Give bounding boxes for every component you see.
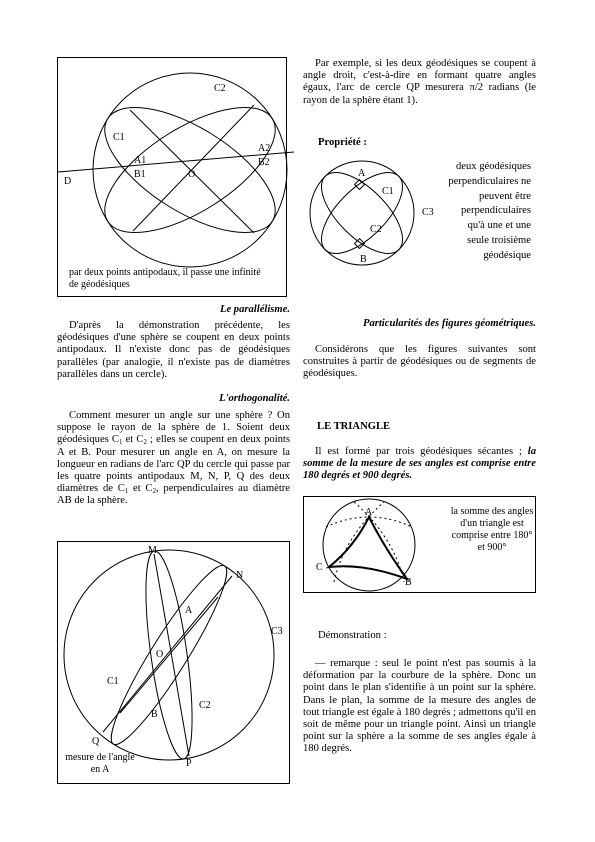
figure-triangle [303, 496, 536, 593]
figure-angle-measure [57, 541, 290, 784]
label-c1-fig3: C1 [382, 186, 394, 197]
label-a-fig4: A [365, 507, 373, 518]
label-c1-fig2: C1 [107, 676, 119, 687]
remark-text: — remarque : seul le point n'est pas soumis à la déformation par la courbure de la sphère. Donc un point dans le plan s'identifie à un point sur la sphère. Dans le plan, la somme de la mesure des angles de tout triangle est égale à 180 degrés ; admettons qu'il en soit de même pour un triangle point. Ainsi un triangle point sur la sphère a la somme de ses angles égale à 180 degrés. [303, 658, 536, 755]
label-b1: B1 [134, 169, 146, 180]
example-text: Par exemple, si les deux géodésiques se coupent à angle droit, c'est-à-dire en formant quatre angles égaux, l'arc de cercle QP mesurera π/2 radians (le rayon de la sphère étant 1). [303, 58, 536, 106]
label-c2-fig2: C2 [199, 700, 211, 711]
ortho-text-4: et C [128, 483, 153, 495]
label-b-fig4: B [405, 577, 412, 588]
diameter-nq [103, 576, 232, 732]
label-a2: A2 [258, 143, 271, 154]
label-c3-fig2: C3 [271, 626, 283, 637]
diameter-ab [120, 597, 218, 713]
label-m: M [148, 545, 157, 556]
ortho-text-5: , perpendiculaires au diamètre AB de la sphère. [57, 483, 290, 507]
particular-text: Considérons que les figures suivantes sont construites à partir de géodésiques ou de segments de géodésiques. [303, 344, 536, 380]
label-c3-fig3: C3 [422, 207, 434, 218]
label-a-fig3: A [358, 168, 366, 179]
figure-angle-diagram [58, 542, 289, 783]
ortho-sub-4: 2 [152, 487, 156, 496]
label-c2: C2 [214, 83, 226, 94]
parallelism-heading: Le parallélisme. [219, 304, 290, 315]
label-p: P [186, 758, 192, 769]
label-o-fig2: O [156, 649, 164, 660]
triangle-definition [303, 446, 536, 483]
label-c-fig4: C [316, 562, 323, 573]
parallelism-text: D'après la démonstration précédente, les géodésiques d'une sphère se coupent en deux points antipodaux. Il n'existe donc pas de géodésiques parallèles (par analogie, il n'existe pas de diamètres parallèles dans un cercle). [57, 320, 290, 380]
figure-perpendicular-geodesics [300, 158, 440, 268]
label-a-fig2: A [185, 605, 193, 616]
label-b2: B2 [258, 157, 270, 168]
label-b-fig2: B [151, 709, 158, 720]
triangle-shape [329, 517, 407, 579]
ortho-sub-1: 1 [118, 438, 123, 447]
label-q: Q [92, 736, 100, 747]
particular-heading: Particularités des figures géométriques. [362, 318, 536, 329]
figure2-caption: mesure de l'angle en A [65, 752, 135, 775]
figure1-caption: par deux points antipodaux, il passe une infinité de géodésiques [69, 267, 261, 290]
demonstration-label: Démonstration : [318, 630, 387, 641]
ortho-sub-3: 1 [124, 487, 129, 496]
label-c2-fig3: C2 [370, 224, 382, 235]
label-o: O [188, 169, 196, 180]
figure4-caption: la somme des angles d'un triangle est comprise entre 180° et 900° [450, 506, 534, 553]
label-b-fig3: B [360, 254, 367, 265]
triangle-heading: LE TRIANGLE [317, 421, 391, 432]
ortho-sub-2: 2 [143, 438, 147, 447]
ortho-text-1: Comment mesurer un angle sur une sphère ? On suppose le rayon de la sphère de 1. Soient deux géodésiques C [57, 410, 290, 446]
figure-antipodal-diagram [58, 58, 286, 296]
orthogonality-heading: L'orthogonalité. [219, 393, 290, 404]
label-c1: C1 [113, 132, 125, 143]
label-n: N [236, 570, 244, 581]
triangle-def-plain: Il est formé par trois géodésiques sécantes ; [315, 446, 522, 457]
ortho-text-2: et C [122, 434, 144, 446]
figure-antipodal-geodesics [57, 57, 287, 297]
property-text: deux géodésiques perpendiculaires ne peuvent être perpendiculaires qu'à une et une seule troisième géodésique [448, 161, 531, 261]
label-a1: A1 [134, 155, 147, 166]
ortho-text-3: ; elles se coupent en deux points A et B. Pour mesurer un angle en A, on mesure la longueur en radians de l'arc QP du cercle qui passe par les quatre points antipodaux M, N, P, Q des deux diamètres de C [57, 434, 290, 495]
property-heading: Propriété : [318, 137, 367, 148]
orthogonality-text [57, 410, 290, 508]
label-d: D [64, 176, 72, 187]
triangle-def-emphasis: la somme de la mesure de ses angles est comprise entre 180 degrés et 900 degrés. [303, 446, 536, 482]
